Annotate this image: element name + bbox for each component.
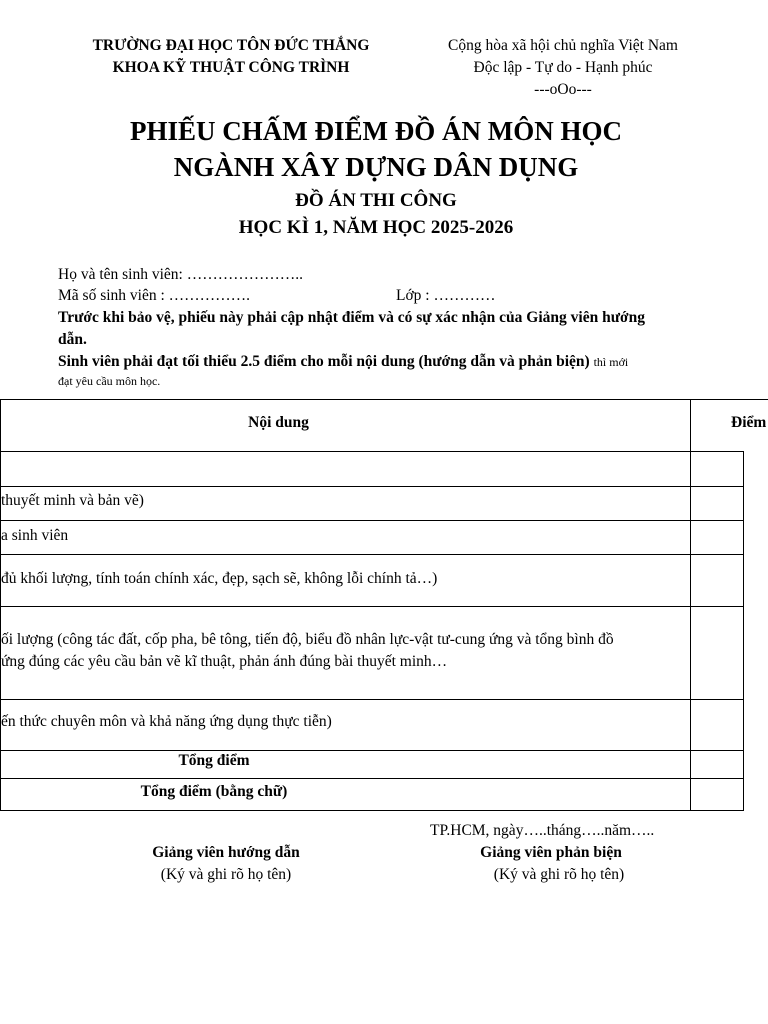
table-row-5-line1: ối lượng (công tác đất, cốp pha, bê tông, tiến độ, biểu đồ nhân lực-vật tư-cung ứng và tổng bình đồ (1, 631, 614, 648)
form-title: PHIẾU CHẤM ĐIỂM ĐỒ ÁN MÔN HỌC (130, 116, 622, 146)
table-row-3: a sinh viên (1, 527, 69, 544)
reviewer-signature-note: (Ký và ghi rõ họ tên) (493, 866, 625, 883)
republic-name: Cộng hòa xã hội chủ nghĩa Việt Nam (448, 37, 678, 54)
major-title: NGÀNH XÂY DỰNG DÂN DỤNG (173, 152, 579, 182)
table-header-content: Nội dung (248, 414, 309, 431)
date-line: TP.HCM, ngày…..tháng…..năm….. (430, 822, 655, 839)
semester-title: HỌC KÌ 1, NĂM HỌC 2025-2026 (238, 217, 514, 238)
table-row-6: ến thức chuyên môn và khả năng ứng dụng thực tiễn) (1, 713, 332, 730)
class-field: Lớp : ………… (396, 287, 496, 304)
motto-separator: ---oOo--- (534, 81, 592, 98)
note-minimum-score-cont: đạt yêu cầu môn học. (58, 374, 161, 388)
advisor-signature-note: (Ký và ghi rõ họ tên) (160, 866, 292, 883)
advisor-title: Giảng viên hướng dẫn (152, 844, 300, 861)
student-id-field: Mã số sinh viên : ……………. (58, 287, 251, 304)
project-title: ĐỒ ÁN THI CÔNG (295, 190, 457, 211)
total-score-words-label: Tổng điểm (bằng chữ) (140, 783, 288, 800)
note-minimum-score-bold: Sinh viên phải đạt tối thiểu 2.5 điểm cho mỗi nội dung (hướng dẫn và phản biện) (58, 353, 590, 370)
national-motto: Độc lập - Tự do - Hạnh phúc (473, 59, 653, 76)
university-name: TRƯỜNG ĐẠI HỌC TÔN ĐỨC THẮNG (92, 37, 370, 54)
faculty-name: KHOA KỸ THUẬT CÔNG TRÌNH (112, 59, 350, 76)
total-score-label: Tổng điểm (178, 752, 250, 769)
note-before-defense: Trước khi bảo vệ, phiếu này phải cập nhật điểm và có sự xác nhận của Giảng viên hướng (58, 309, 645, 326)
note-minimum-score-tail: thì mới (593, 355, 629, 369)
note-minimum-score (58, 353, 628, 371)
note-before-defense-cont: dẫn. (58, 331, 87, 348)
table-row-2: thuyết minh và bản vẽ) (1, 492, 144, 509)
table-row-5-line2: ứng đúng các yêu cầu bản vẽ kĩ thuật, phản ánh đúng bài thuyết minh… (1, 653, 448, 670)
student-name-field: Họ và tên sinh viên: ………………….. (58, 266, 303, 283)
table-row-4: đủ khối lượng, tính toán chính xác, đẹp, sạch sẽ, không lỗi chính tả…) (1, 570, 438, 587)
reviewer-title: Giảng viên phản biện (480, 844, 622, 861)
table-header-score: Điểm (731, 414, 767, 431)
